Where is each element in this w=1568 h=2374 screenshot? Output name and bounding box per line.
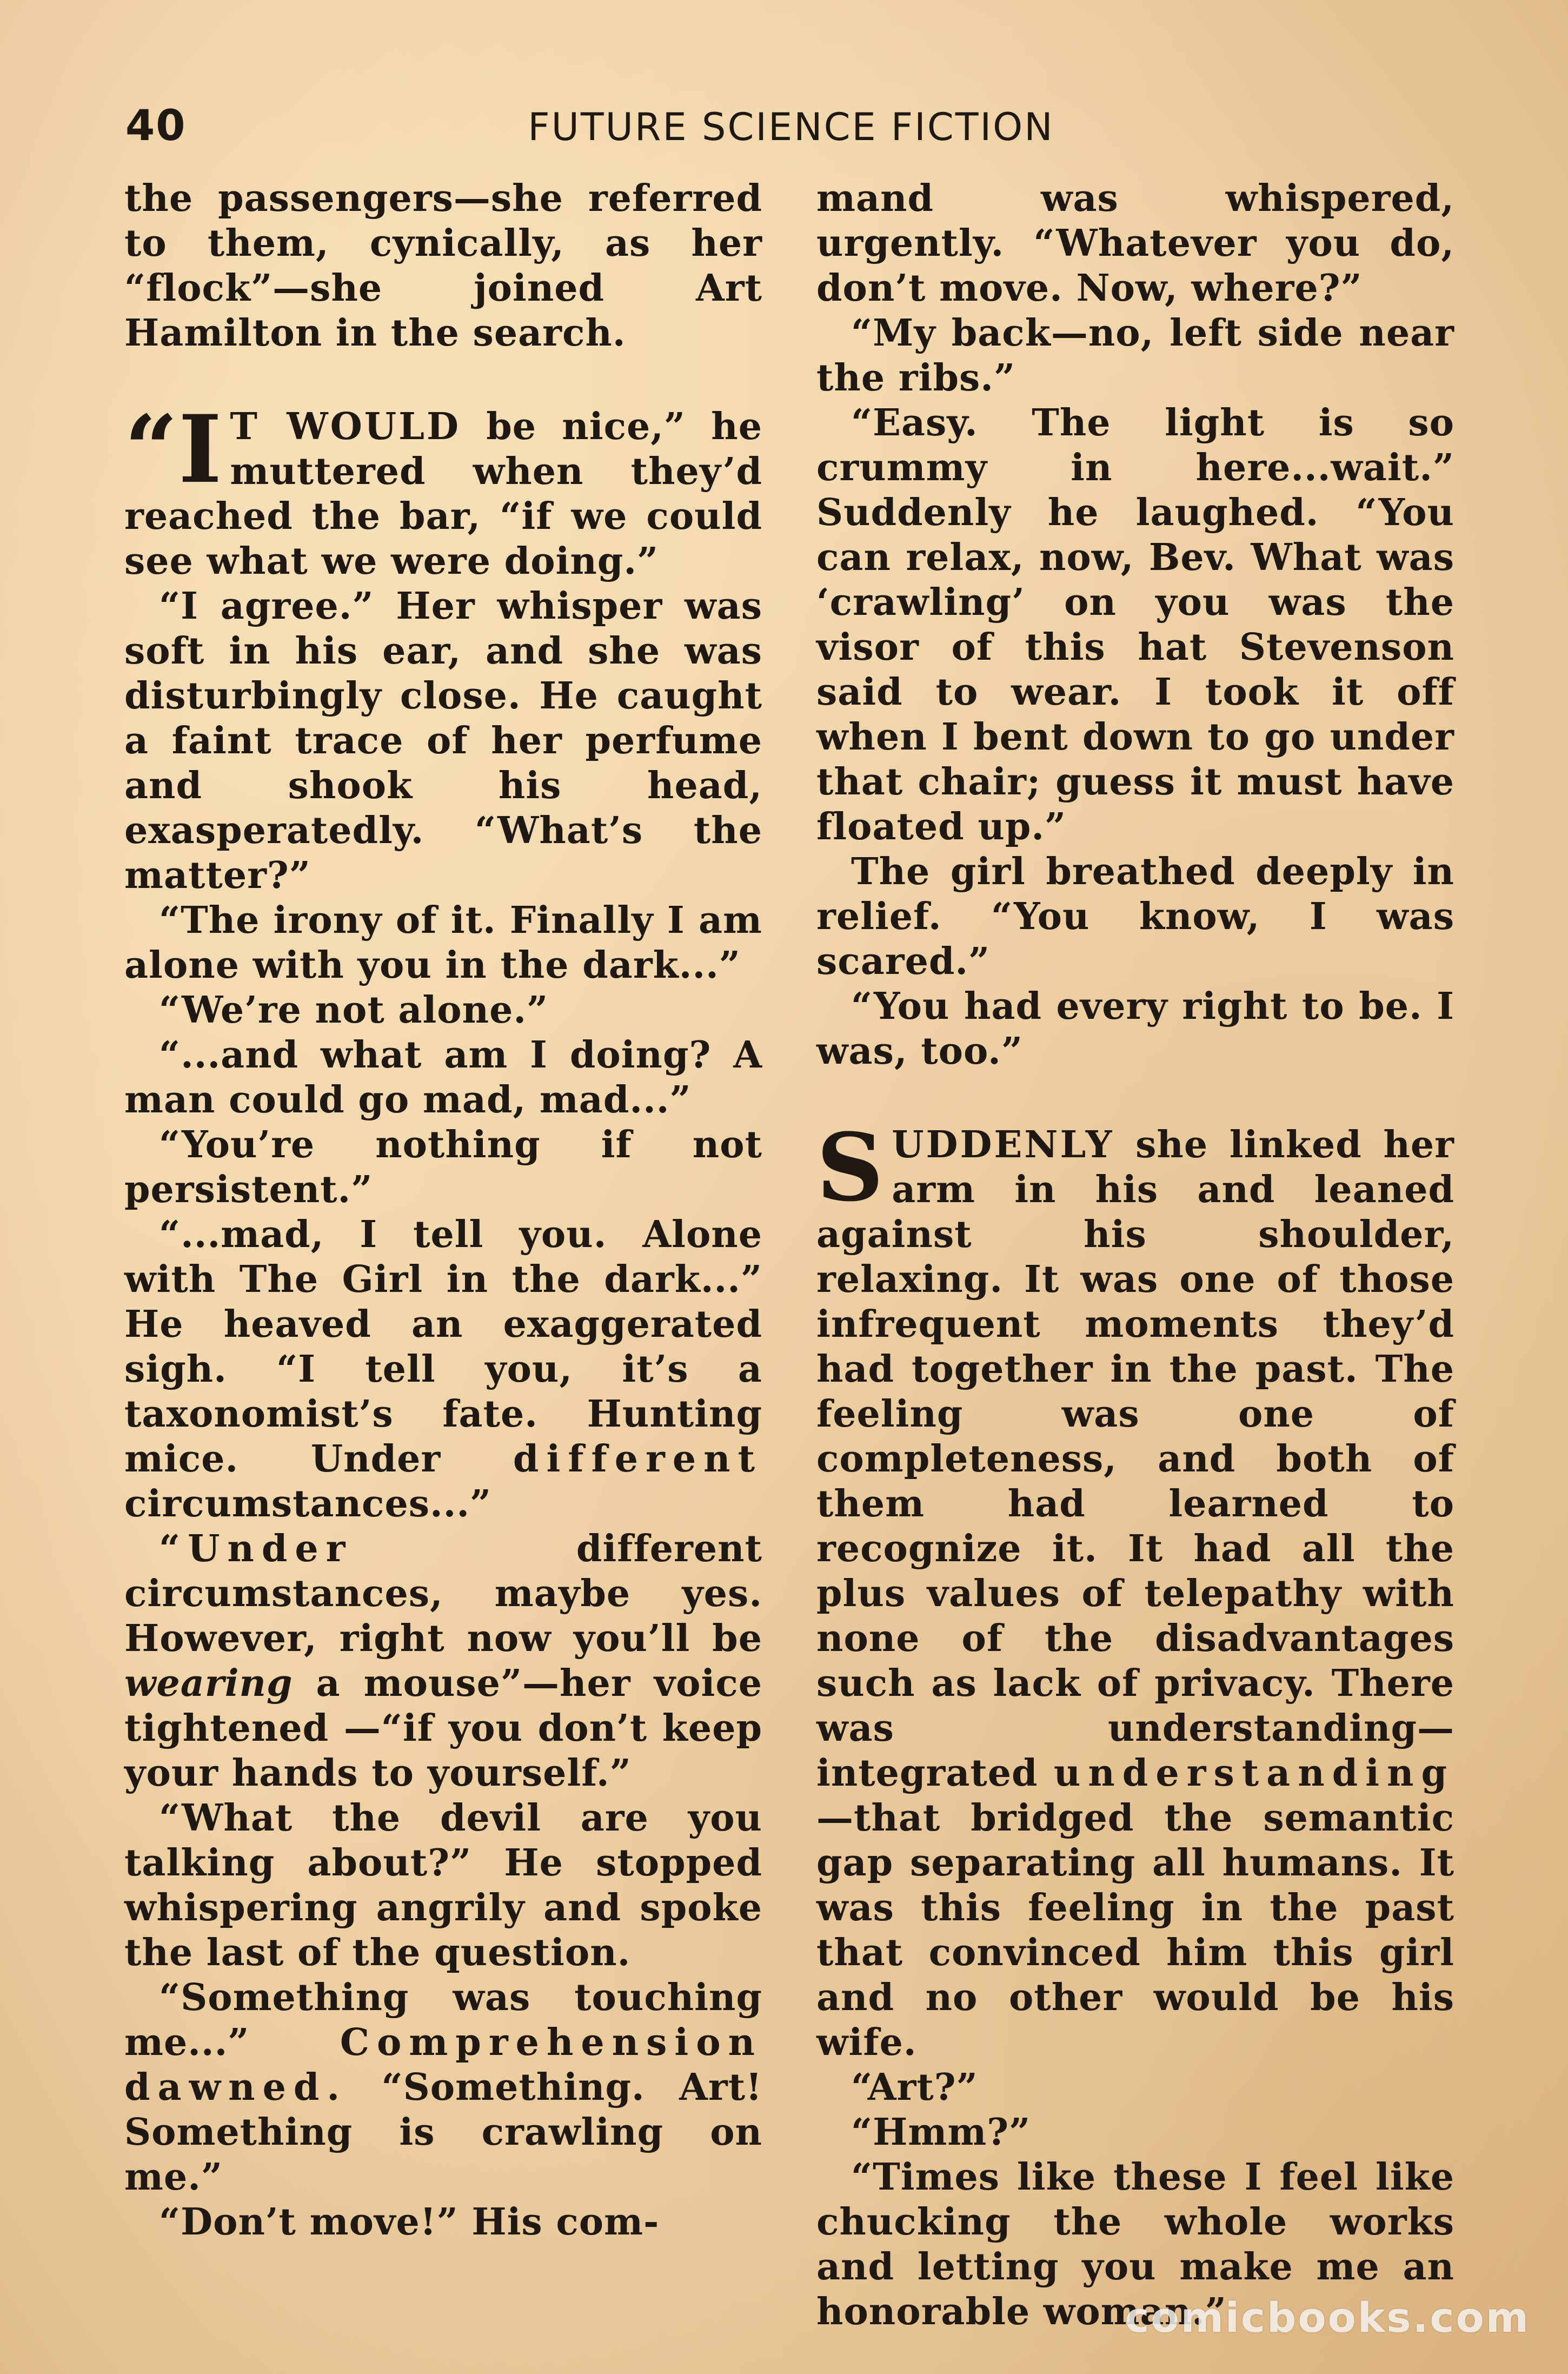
lead-in: T WOULD [230,405,461,448]
italic-text: wearing [124,1662,293,1705]
paragraph: “We’re not alone.” [159,989,549,1032]
paragraph: mand was whispered, urgently. “Whatever you do, don’t move. Now, where?” [816,177,1454,310]
paragraph-text: be nice,” he muttered when they’d reached the bar, “if we could see what we were doing.” [124,405,762,583]
letterspaced-text: “Under [159,1527,353,1570]
letterspaced-text: different [513,1437,762,1481]
paragraph-text: “...mad, I tell you. Alone with The Girl in the dark...” He heaved an exaggerated sigh. “I tell you, it’s a taxonomist’s fate. Hunting mice. Under [124,1213,762,1481]
paragraph: “I agree.” Her whisper was soft in his ear, and she was disturbingly close. He caught a faint trace of her perfume and shook his head, exasperatedly. “What’s the matter?” [124,585,762,897]
right-column [816,176,1454,2335]
paragraph-text: —that bridged the semantic gap separating all humans. It was this feeling in the past that convinced him this girl and no other would be his wife. [816,1796,1454,2064]
paragraph: “Hmm?” [851,2111,1031,2154]
paragraph: The girl breathed deeply in relief. “You know, I was scared.” [816,850,1454,983]
letterspaced-text: Comprehension dawned. [124,2021,762,2109]
section-opening-paragraph [816,1112,1454,2065]
paragraph: “You’re nothing if not persistent.” [124,1123,762,1211]
paragraph: “Easy. The light is so crummy in here...wait.” Suddenly he laughed. “You can relax, now, Bev. What was ‘crawling’ on you was the visor of this hat Stevenson said to wear. I took it off when I bent down to go under that chair; guess it must have floated up.” [816,401,1454,848]
paragraph: “Art?” [851,2066,978,2109]
lead-in: UDDENLY [892,1123,1114,1166]
paragraph: the passengers—she referred to them, cynically, as her “flock”—she joined Art Hamilton in the search. [124,177,762,355]
paragraph: “You had every right to be. I was, too.” [816,985,1454,1073]
running-title: FUTURE SCIENCE FICTION [528,105,1054,149]
watermark: comicbooks.com [1125,2293,1530,2342]
paragraph-text: circumstances...” [124,1482,492,1526]
page-number: 40 [125,102,187,150]
paragraph: “Times like these I feel like chucking the whole works and letting you make me an honorable woman.” [816,2156,1454,2333]
drop-cap: “I [124,394,223,504]
paragraph-text: “Something. Art! Something is crawling on me.” [124,2066,762,2199]
paragraph-text: a mouse”—her voice tightened —“if you don’t keep your hands to yourself.” [124,1662,762,1795]
paragraph [124,1212,762,1527]
left-column [124,176,762,2245]
paragraph: “My back—no, left side near the ribs.” [816,311,1454,400]
paragraph [124,1527,762,1796]
paragraph-text: different circumstances, maybe yes. However, right now you’ll be [124,1527,762,1660]
paragraph-text: “Something was touching me...” [124,1976,762,2064]
drop-cap: S [816,1112,885,1222]
section-opening-paragraph [124,394,762,584]
paragraph: “The irony of it. Finally I am alone with you in the dark...” [124,899,762,987]
paragraph [124,1975,762,2200]
letterspaced-text: understanding [1053,1752,1454,1795]
page-header [0,102,1568,156]
paragraph: “Don’t move!” His com- [159,2200,660,2244]
paragraph-text: she linked her arm in his and leaned against his shoulder, relaxing. It was one of those infrequent moments they’d had together in the past. The feeling was one of completeness, and both of them had learned to recognize it. It had all the plus values of telepathy with none of the disadvantages such as lack of privacy. There was understanding—integrated [816,1123,1454,1795]
paragraph: “...and what am I doing? A man could go mad, mad...” [124,1033,762,1122]
paragraph: “What the devil are you talking about?” He stopped whispering angrily and spoke the last of the question. [124,1796,762,1974]
